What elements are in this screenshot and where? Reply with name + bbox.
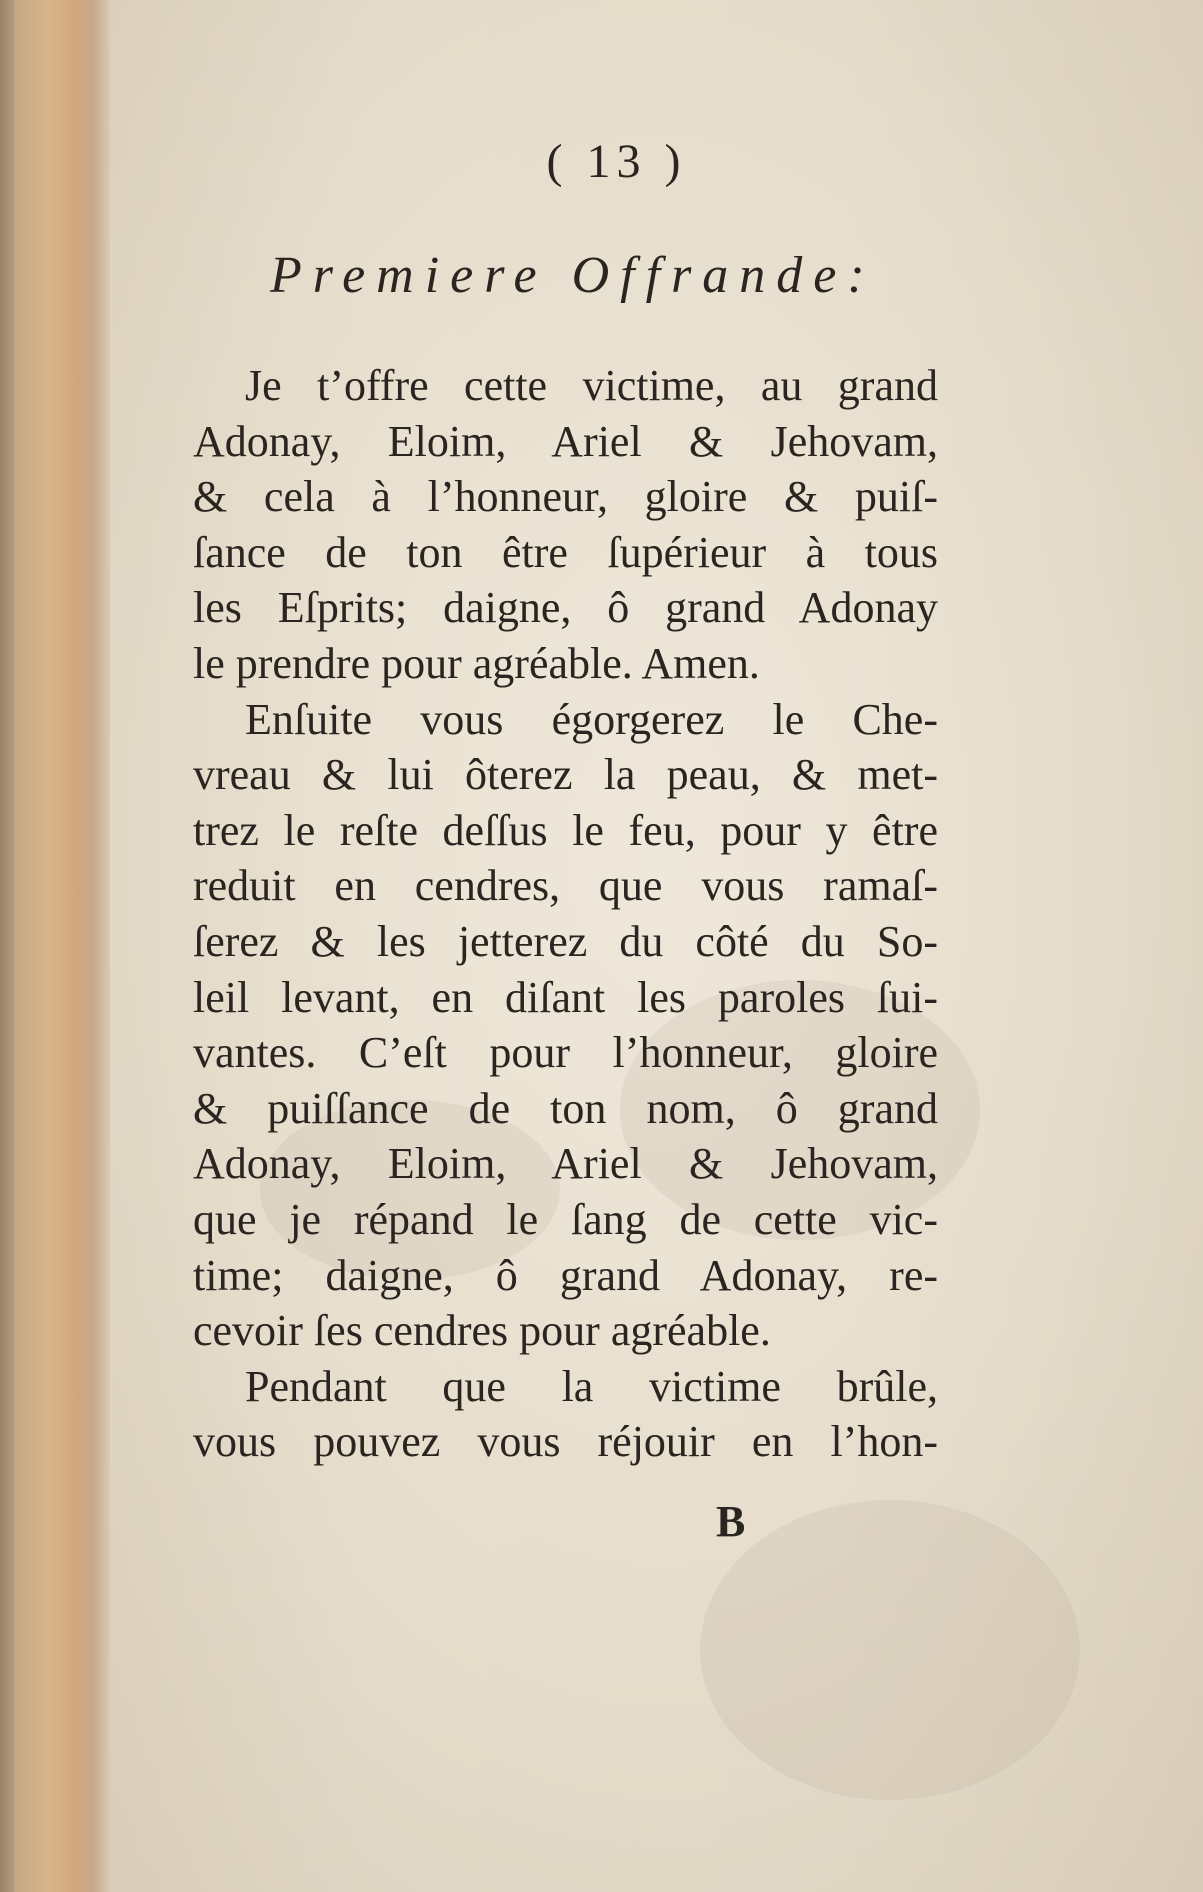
text-line: time; daigne, ô grand Adonay, re-: [193, 1250, 938, 1300]
text-line: & puiſſance de ton nom, ô grand: [193, 1083, 938, 1133]
text-line: ſerez & les jetterez du côté du So-: [193, 916, 938, 966]
text-line: vantes. C’eſt pour l’honneur, gloire: [193, 1028, 938, 1078]
section-heading: Premiere Offrande:: [270, 247, 876, 304]
text-line: reduit en cendres, que vous ramaſ-: [193, 861, 938, 911]
page-gutter-binding: [0, 0, 110, 1892]
text-line: Adonay, Eloim, Ariel & Jehovam,: [193, 1139, 938, 1189]
text-line: trez le reſte deſſus le feu, pour y être: [193, 805, 938, 855]
text-line: leil levant, en diſant les paroles ſui-: [193, 972, 938, 1022]
text-line: les Eſprits; daigne, ô grand Adonay: [193, 583, 938, 633]
page-edge-shadow: [0, 0, 14, 1892]
text-line: Je t’offre cette victime, au grand: [245, 361, 938, 410]
text-line: Enſuite vous égorgerez le Che-: [245, 694, 938, 744]
text-line: vreau & lui ôterez la peau, & met-: [193, 750, 938, 800]
text-line: Adonay, Eloim, Ariel & Jehovam,: [193, 416, 938, 466]
text-line: que je répand le ſang de cette vic-: [193, 1194, 938, 1244]
text-line: le prendre pour agréable. Amen.: [193, 638, 760, 688]
text-line: Pendant que la victime brûle,: [245, 1361, 938, 1411]
text-line: & cela à l’honneur, gloire & puiſ-: [193, 472, 938, 522]
page-number: ( 13 ): [546, 135, 687, 188]
text-line: ſance de ton être ſupérieur à tous: [193, 527, 938, 577]
text-line: vous pouvez vous réjouir en l’hon-: [193, 1417, 938, 1467]
signature-mark: B: [716, 1497, 746, 1546]
body-text: [193, 358, 938, 1470]
text-line: cevoir ſes cendres pour agréable.: [193, 1306, 771, 1356]
paper-stain: [700, 1500, 1080, 1800]
